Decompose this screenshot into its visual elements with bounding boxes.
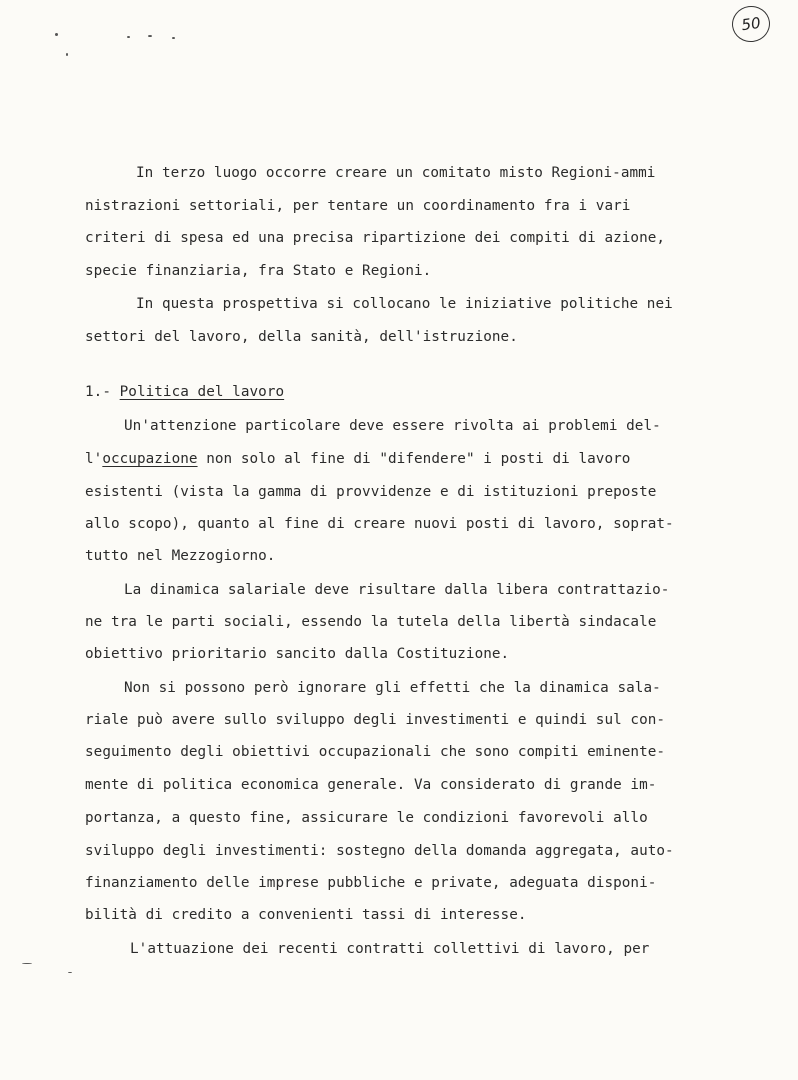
scan-speck [22, 963, 32, 964]
scan-speck [148, 35, 152, 37]
text-line: criteri di spesa ed una precisa ripartizione dei compiti di azione, [85, 230, 666, 246]
text-line: portanza, a questo fine, assicurare le condizioni favorevoli allo [85, 810, 648, 826]
underlined-word: occupazione [102, 451, 198, 467]
scan-speck [66, 53, 68, 56]
page-number-stamp: 50 [730, 4, 773, 45]
text-line: seguimento degli obiettivi occupazionali che sono compiti eminente- [85, 744, 666, 760]
scan-speck [55, 33, 58, 36]
text-line: mente di politica economica generale. Va considerato di grande im- [85, 777, 657, 793]
text-line: ne tra le parti sociali, essendo la tutela della libertà sindacale [85, 614, 657, 630]
scan-speck [172, 37, 175, 39]
text-line: settori del lavoro, della sanità, dell'istruzione. [85, 329, 518, 345]
text-line: obiettivo prioritario sancito dalla Costituzione. [85, 646, 510, 662]
text-line: allo scopo), quanto al fine di creare nuovi posti di lavoro, soprat- [85, 516, 674, 532]
text-line: La dinamica salariale deve risultare dalla libera contrattazio- [124, 582, 670, 598]
text-line: L'attuazione dei recenti contratti collettivi di lavoro, per [130, 941, 650, 957]
text-line: Un'attenzione particolare deve essere rivolta ai problemi del- [124, 418, 661, 434]
text-line: specie finanziaria, fra Stato e Regioni. [85, 263, 432, 279]
section-number: 1.- [85, 384, 120, 400]
text-line: esistenti (vista la gamma di provvidenze e di istituzioni preposte [85, 484, 657, 500]
scan-speck [68, 972, 72, 973]
section-heading [85, 382, 284, 402]
text-line: l'occupazione non solo al fine di "difendere" i posti di lavoro [85, 451, 631, 467]
scan-speck [127, 36, 130, 38]
section-title: Politica del lavoro [119, 384, 285, 400]
text-line: nistrazioni settoriali, per tentare un coordinamento fra i vari [85, 198, 631, 214]
text-line: finanziamento delle imprese pubbliche e private, adeguata disponi- [85, 875, 657, 891]
text-line: In terzo luogo occorre creare un comitato misto Regioni-ammi [136, 165, 656, 181]
text-line: sviluppo degli investimenti: sostegno della domanda aggregata, auto- [85, 843, 674, 859]
text-line: riale può avere sullo sviluppo degli investimenti e quindi sul con- [85, 712, 666, 728]
text-line: In questa prospettiva si collocano le iniziative politiche nei [136, 296, 673, 312]
text-line: Non si possono però ignorare gli effetti che la dinamica sala- [124, 680, 661, 696]
text-line: bilità di credito a convenienti tassi di interesse. [85, 907, 527, 923]
text-line: tutto nel Mezzogiorno. [85, 548, 276, 564]
